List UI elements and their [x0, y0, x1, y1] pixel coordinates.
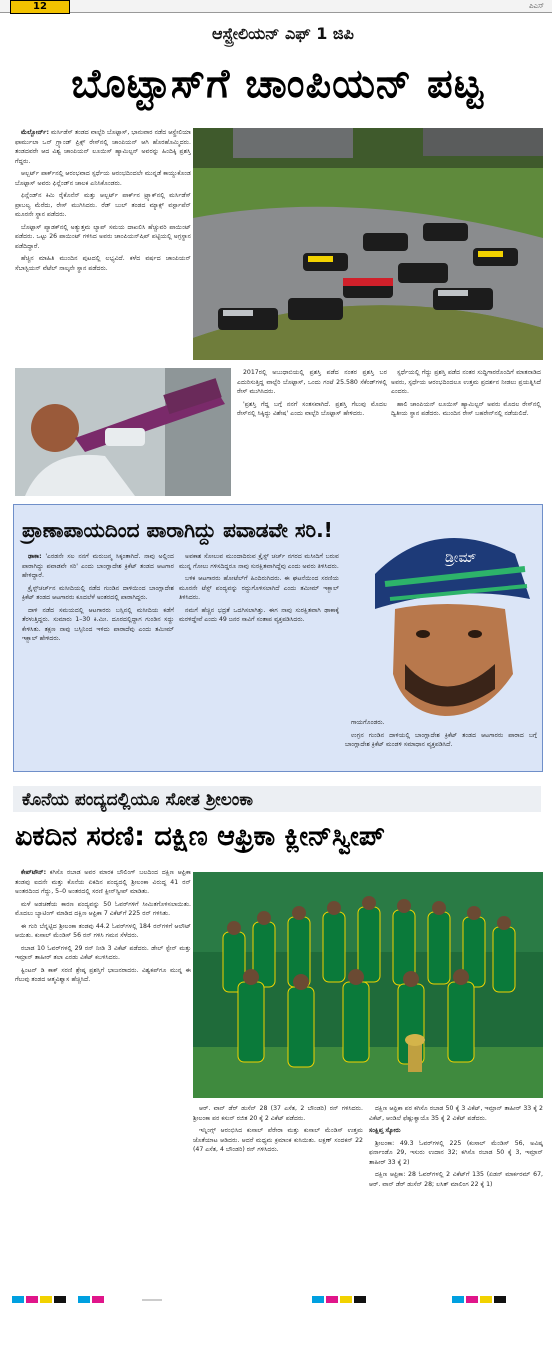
rohit-headline: ಪ್ರಾಣಾಪಾಯದಿಂದ ಪಾರಾಗಿದ್ದು ಪವಾಡವೇ ಸರಿ.! — [22, 518, 333, 542]
odi-score-line: ಶ್ರೀಲಂಕಾ: 49.3 ಓವರ್‌ಗಳಲ್ಲಿ 225 (ಕುಸಾಲ್ ಮೆಂಡಿಸ್ 56, ಅವಿಷ್ಕ ಫರ್ನಾಂಡೊ 29, ಇಸುರು ಉದಾನ 32; ಕಗಿಸೊ ರಬಾಡ 50 ಕ್ಕೆ 3, ಇಮ್ರಾನ್ ತಾಹೀರ್ 33 ಕ್ಕೆ 2) — [369, 1139, 543, 1166]
f1-lower-column-1: 2017ರಲ್ಲಿ ಅಬುಧಾಬಿಯಲ್ಲಿ ಪ್ರಶಸ್ತಿ ಪಡೆದ ನಂತರ ಪ್ರಶಸ್ತಿ ಬರ ಎದುರಿಸುತ್ತಿದ್ದ ವಾಲ್ಟೆರಿ ಬೊಟ್ಟಾಸ್, ಒಂದು ಗಂಟೆ 25.580 ಸೆಕೆಂಡ್‌ಗಳಲ್ಲಿ ರೇಸ್ ಮುಗಿಸಿದರು. 'ಪ್ರಶಸ್ತಿ ಗೆದ್ದ ಬಗ್ಗೆ ನನಗೆ ಸಂತಸವಾಗಿದೆ. ಪ್ರಶಸ್ತಿ ಗೆಲುವು ಮೊದಲ ರೇಸ್‌ನಲ್ಲಿ ಸಿಕ್ಕಿದ್ದು ವಿಶೇಷ' ಎಂದು ವಾಲ್ಟೆರಿ ಬೊಟ್ಟಾಸ್ ಹೇಳಿದರು. — [237, 369, 387, 417]
odi-dateline: ಕೇಪ್‌ಟೌನ್: — [21, 869, 47, 876]
svg-text:ಡ್ರೀಮ್: ಡ್ರೀಮ್ — [445, 550, 477, 566]
rohit-column-1: ಢಾಕಾ: 'ಎರಡನೇ ಸಲ ನನಗೆ ಮರುಜನ್ಮ ಸಿಕ್ಕಂತಾಗಿದೆ. ನಾವು ಅಲ್ಲಿಂದ ಪಾರಾಗಿದ್ದು ಪವಾಡವೇ ಸರಿ' ಎಂದು ಬಾಂಗ್ಲಾದೇಶ ಕ್ರಿಕೆಟ್ ತಂಡದ ಆಟಗಾರ ಹೇಳಿದ್ದಾರೆ. ಕ್ರೈಸ್ಟ್‌ಚರ್ಚ್‌ನ ಮಸೀದಿಯಲ್ಲಿ ನಡೆದ ಗುಂಡಿನ ದಾಳಿಯಿಂದ ಬಾಂಗ್ಲಾದೇಶ ಕ್ರಿಕೆಟ್ ತಂಡದ ಆಟಗಾರರು ಕೂದಲೆಳೆ ಅಂತರದಲ್ಲಿ ಪಾರಾಗಿದ್ದರು. ದಾಳಿ ನಡೆದ ಸಮಯದಲ್ಲಿ ಆಟಗಾರರು ಬಸ್ಸಿನಲ್ಲಿ ಮಸೀದಿಯ ಕಡೆಗೆ ತೆರಳುತ್ತಿದ್ದರು. ಸುಮಾರು 1–30 ಕಿ.ಮೀ. ದೂರದಲ್ಲಿದ್ದಾಗ ಗುಂಡಿನ ಸದ್ದು ಕೇಳಿಸಿತು. ತಕ್ಷಣ ನಾವು ಬಸ್ಸಿನಿಂದ ಇಳಿದು ಪಾರಾದೆವು ಎಂದು ತಮೀಮ್ ಇಕ್ಬಾಲ್ ಹೇಳಿದರು. — [22, 553, 174, 642]
odi-left-column: ಕೇಪ್‌ಟೌನ್: ಕಗಿಸೊ ರಬಾಡ ಅವರ ಮಾರಕ ಬೌಲಿಂಗ್ ಬಲದಿಂದ ದಕ್ಷಿಣ ಆಫ್ರಿಕಾ ತಂಡವು ಐದನೇ ಮತ್ತು ಕೊನೆಯ ಏಕದಿನ ಪಂದ್ಯದಲ್ಲಿ ಶ್ರೀಲಂಕಾ ವಿರುದ್ಧ 41 ರನ್ ಅಂತರದಿಂದ ಗೆದ್ದು, 5–0 ಅಂತರದಲ್ಲಿ ಸರಣಿ ಕ್ಲೀನ್‌ಸ್ವೀಪ್ ಮಾಡಿತು. ಮಳೆ ಅಡಚಣೆಯ ಕಾರಣ ಪಂದ್ಯವನ್ನು 50 ಓವರ್‌ಗಳಿಗೆ ಸೀಮಿತಗೊಳಿಸಲಾಯಿತು. ಮೊದಲು ಬ್ಯಾಟಿಂಗ್ ಮಾಡಿದ ದಕ್ಷಿಣ ಆಫ್ರಿಕಾ 7 ವಿಕೆಟ್‌ಗೆ 225 ರನ್ ಗಳಿಸಿತು. ಈ ಗುರಿ ಬೆನ್ನಟ್ಟಿದ ಶ್ರೀಲಂಕಾ ತಂಡವು 44.2 ಓವರ್‌ಗಳಲ್ಲಿ 184 ರನ್‌ಗಳಿಗೆ ಆಲೌಟ್ ಆಯಿತು. ಕುಸಾಲ್ ಮೆಂಡಿಸ್ 56 ರನ್ ಗಳಿಸಿ ಗಮನ ಸೆಳೆದರು. ರಬಾಡ 10 ಓವರ್‌ಗಳಲ್ಲಿ 29 ರನ್ ನೀಡಿ 3 ವಿಕೆಟ್ ಪಡೆದರು. ಡೇಲ್ ಸ್ಟೇನ್ ಮತ್ತು ಇಮ್ರಾನ್ ತಾಹೀರ್ ತಲಾ ಎರಡು ವಿಕೆಟ್ ಕಬಳಿಸಿದರು. ಕ್ವಿಂಟನ್ ಡಿ ಕಾಕ್ ಸರಣಿ ಶ್ರೇಷ್ಠ ಪ್ರಶಸ್ತಿಗೆ ಭಾಜನರಾದರು. ವಿಶ್ವಕಪ್‌ಗೂ ಮುನ್ನ ಈ ಗೆಲುವು ತಂಡದ ಆತ್ಮವಿಶ್ವಾಸ ಹೆಚ್ಚಿಸಿದೆ. — [15, 869, 191, 983]
rohit-dateline: ಢಾಕಾ: — [28, 553, 42, 560]
odi-kicker: ಕೊನೆಯ ಪಂದ್ಯದಲ್ಲಿಯೂ ಸೋತ ಶ್ರೀಲಂಕಾ — [22, 790, 253, 810]
print-color-strip — [12, 1290, 540, 1300]
odi-headline: ಏಕದಿನ ಸರಣಿ: ದಕ್ಷಿಣ ಆಫ್ರಿಕಾ ಕ್ಲೀನ್‌ಸ್ವೀಪ್ — [15, 821, 385, 852]
odi-bottom-column-2: ದಕ್ಷಿಣ ಆಫ್ರಿಕಾ ಪರ ಕಗಿಸೊ ರಬಾಡ 50 ಕ್ಕೆ 3 ವಿಕೆಟ್, ಇಮ್ರಾನ್ ತಾಹೀರ್ 33 ಕ್ಕೆ 2 ವಿಕೆಟ್, ಆಂಡಿಲೆ ಫೆಹ್ಲುಕ್ವಾಯೊ 35 ಕ್ಕೆ 2 ವಿಕೆಟ್ ಪಡೆದರು. ಸಂಕ್ಷಿಪ್ತ ಸ್ಕೋರು ಶ್ರೀಲಂಕಾ: 49.3 ಓವರ್‌ಗಳಲ್ಲಿ 225 (ಕುಸಾಲ್ ಮೆಂಡಿಸ್ 56, ಅವಿಷ್ಕ ಫರ್ನಾಂಡೊ 29, ಇಸುರು ಉದಾನ 32; ಕಗಿಸೊ ರಬಾಡ 50 ಕ್ಕೆ 3, ಇಮ್ರಾನ್ ತಾಹೀರ್ 33 ಕ್ಕೆ 2) ದಕ್ಷಿಣ ಆಫ್ರಿಕಾ: 28 ಓವರ್‌ಗಳಲ್ಲಿ 2 ವಿಕೆಟ್‌ಗೆ 135 (ಏಡನ್ ಮಾರ್ಕರಮ್ 67, ಆರ್. ವಾನ್ ಡೆರ್ ಡುಸೆನ್ 28; ಲಸಿತ್ ಮಾಲಿಂಗ 22 ಕ್ಕೆ 1) — [369, 1105, 543, 1188]
f1-left-column: ಮೆಲ್ಬೋರ್ನ್: ಮರ್ಸಿಡೆಸ್ ತಂಡದ ವಾಲ್ಟೆರಿ ಬೊಟ್ಟಾಸ್, ಭಾನುವಾರ ನಡೆದ ಆಸ್ಟ್ರೇಲಿಯಾ ಫಾರ್ಮುಲಾ ಒನ್ ಗ್ರ್ಯಾಂಡ್ ಪ್ರಿಕ್ಸ್ ರೇಸ್‌ನಲ್ಲಿ ಚಾಂಪಿಯನ್ ಆಗಿ ಹೊರಹೊಮ್ಮಿದರು. ತಂಡದವರೇ ಆದ ವಿಶ್ವ ಚಾಂಪಿಯನ್ ಲೂಯಿಸ್ ಹ್ಯಾಮಿಲ್ಟನ್ ಅವರನ್ನು ಹಿಂದಿಕ್ಕಿ ಪ್ರಶಸ್ತಿ ಗೆದ್ದರು. ಆಲ್ಬರ್ಟ್ ಪಾರ್ಕ್‌ನಲ್ಲಿ ಆರಂಭವಾದ ಸ್ಪರ್ಧೆಯ ಆರಂಭದಿಂದಲೇ ಮುನ್ನಡೆ ಕಾಯ್ದುಕೊಂಡ ಬೊಟ್ಟಾಸ್ ಅವರು ಫಿನ್ಲೆಂಡ್‌ನ ಚಾಲಕ ಎನಿಸಿಕೊಂಡರು. ಫಿನ್ಲೆಂಡ್‌ನ ಕಿಮಿ ರೈಕೊನೆನ್ ಮತ್ತು ಆಲ್ಬರ್ಟ್ ಪಾರ್ಕ್‌ನ ಟ್ರ್ಯಾಕ್‌ನಲ್ಲಿ ಮರ್ಸಿಡೆಸ್ ಪ್ರಾಬಲ್ಯ ಮೆರೆದು, ರೇಸ್ ಮುಗಿಸಿದರು. ರೆಡ್ ಬುಲ್ ತಂಡದ ಮ್ಯಾಕ್ಸ್ ವರ್ಸ್ಟಾಪೆನ್ ಮೂರನೇ ಸ್ಥಾನ ಪಡೆದರು. ಬೊಟ್ಟಾಸ್ ಪ್ಯಾಡಕ್‌ನಲ್ಲಿ ಅತ್ಯುತ್ತಮ ಲ್ಯಾಪ್ ಸಮಯ ದಾಖಲಿಸಿ ಹೆಚ್ಚುವರಿ ಪಾಯಿಂಟ್ ಪಡೆದರು. ಒಟ್ಟು 26 ಪಾಯಿಂಟ್ ಗಳಿಸಿದ ಅವರು ಚಾಂಪಿಯನ್‌ಷಿಪ್ ಪಟ್ಟಿಯಲ್ಲಿ ಅಗ್ರಸ್ಥಾನ ಪಡೆದಿದ್ದಾರೆ. ಹೆಚ್ಚಿನ ಮಾಹಿತಿ ಮುಂದಿನ ಪುಟದಲ್ಲಿ ಲಭ್ಯವಿದೆ. ಕಳೆದ ವರ್ಷದ ಚಾಂಪಿಯನ್ ಸೆಬಾಸ್ಟಿಯನ್ ವೆಟೆಲ್ ನಾಲ್ಕನೇ ಸ್ಥಾನ ಪಡೆದರು. — [15, 129, 191, 272]
odi-score-line: ದಕ್ಷಿಣ ಆಫ್ರಿಕಾ: 28 ಓವರ್‌ಗಳಲ್ಲಿ 2 ವಿಕೆಟ್‌ಗೆ 135 (ಏಡನ್ ಮಾರ್ಕರಮ್ 67, ಆರ್. ವಾನ್ ಡೆರ್ ಡುಸೆನ್ 28; ಲಸಿತ್ ಮಾಲಿಂಗ 22 ಕ್ಕೆ 1) — [369, 1171, 543, 1188]
f1-headline: ಬೊಟ್ಟಾಸ್‌ಗೆ ಚಾಂಪಿಯನ್ ಪಟ್ಟ — [71, 61, 484, 107]
f1-kicker: ಆಸ್ಟ್ರೇಲಿಯನ್ ಎಫ್ 1 ಜಿಪಿ — [212, 24, 354, 43]
odi-score-title: ಸಂಕ್ಷಿಪ್ತ ಸ್ಕೋರು — [369, 1127, 401, 1134]
top-bar — [0, 0, 552, 13]
odi-team-photo — [193, 872, 543, 1098]
rohit-column-2: ಅವಕಾಶ ಸೋಲುವ ಮುಂದಾದಿರುವ ಕ್ರೈಸ್ಟ್ ಚರ್ಚ್ ನಗರದ ಮಸೀದಿಗೆ ಬರುವ ಮುನ್ನ ಗೋಲು ಗಳಿಸದಿದ್ದರೂ ನಾವು ಸುರಕ್ಷಿತವಾಗಿದ್ದೆವು ಎಂದು ಅವರು ತಿಳಿಸಿದರು. ಬಳಿಕ ಆಟಗಾರರು ಹೋಟೆಲ್‌ಗೆ ಹಿಂದಿರುಗಿದರು. ಈ ಘಟನೆಯಿಂದ ಸರಣಿಯ ಮೂರನೇ ಟೆಸ್ಟ್ ಪಂದ್ಯವನ್ನು ರದ್ದುಗೊಳಿಸಲಾಗಿದೆ ಎಂದು ತಮೀಮ್ ಇಕ್ಬಾಲ್ ತಿಳಿಸಿದರು. ನಮಗೆ ಹೆಚ್ಚಿನ ಭದ್ರತೆ ಒದಗಿಸಲಾಗಿತ್ತು. ಈಗ ನಾವು ಸುರಕ್ಷಿತವಾಗಿ ಢಾಕಾಕ್ಕೆ ಮರಳಿದ್ದೇವೆ ಎಂದು 49 ಜನರ ಸಾವಿಗೆ ಸಂತಾಪ ವ್ಯಕ್ತಪಡಿಸಿದರು. — [179, 553, 339, 623]
odi-bottom-column-1: ಆರ್. ವಾನ್ ಡೆರ್ ಡುಸೆನ್ 28 (37 ಎಸೆತ, 2 ಬೌಂಡರಿ) ರನ್ ಗಳಿಸಿದರು. ಶ್ರೀಲಂಕಾ ಪರ ಕಸುನ್ ರಜಿತ 20 ಕ್ಕೆ 2 ವಿಕೆಟ್ ಪಡೆದರು. ಇನ್ನಿಂಗ್ಸ್ ಆರಂಭಿಸಿದ ಕುಸಾಲ್ ಪೆರೇರಾ ಮತ್ತು ಕುಸಾಲ್ ಮೆಂಡಿಸ್ ಉತ್ತಮ ಜೊತೆಯಾಟ ಆಡಿದರು. ಆದರೆ ಮಧ್ಯಮ ಕ್ರಮಾಂಕ ಕುಸಿಯಿತು. ಲಕ್ಷಣ್ ಸಂದಕನ್ 22 (47 ಎಸೆತ, 4 ಬೌಂಡರಿ) ರನ್ ಗಳಿಸಿದರು. — [193, 1105, 363, 1153]
f1-champagne-photo — [15, 368, 231, 496]
rohit-player-photo — [345, 514, 537, 716]
top-right-label: ಪಿಎಸ್ — [529, 2, 544, 10]
rohit-column-3: ಗಾಯಗೊಂಡರು. ಉಗ್ರನ ಗುಂಡಿನ ದಾಳಿಯಲ್ಲಿ ಬಾಂಗ್ಲಾದೇಶ ಕ್ರಿಕೆಟ್ ತಂಡದ ಆಟಗಾರರು ಪಾರಾದ ಬಗ್ಗೆ ಬಾಂಗ್ಲಾದೇಶ ಕ್ರಿಕೆಟ್ ಮಂಡಳಿ ಸಮಾಧಾನ ವ್ಯಕ್ತಪಡಿಸಿದೆ. — [345, 719, 537, 748]
f1-dateline: ಮೆಲ್ಬೋರ್ನ್: — [21, 129, 49, 136]
f1-race-photo — [193, 128, 543, 360]
page-number-badge: 12 — [10, 0, 70, 14]
f1-lower-column-2: ಸ್ಪರ್ಧೆಯಲ್ಲಿ ಗೆದ್ದು ಪ್ರಶಸ್ತಿ ಪಡೆದ ನಂತರ ಸುದ್ದಿಗಾರರೊಂದಿಗೆ ಮಾತನಾಡಿದ ಅವರು, ಸ್ಪರ್ಧೆಯ ಆರಂಭದಿಂದಲೂ ಉತ್ತಮ ಪ್ರದರ್ಶನ ನೀಡಲು ಪ್ರಯತ್ನಿಸಿದೆ ಎಂದರು. ಹಾಲಿ ಚಾಂಪಿಯನ್ ಲೂಯಿಸ್ ಹ್ಯಾಮಿಲ್ಟನ್ ಅವರು ಮೊದಲ ರೇಸ್‌ನಲ್ಲಿ ದ್ವಿತೀಯ ಸ್ಥಾನ ಪಡೆದರು. ಮುಂದಿನ ರೇಸ್ ಬಹರೇನ್‌ನಲ್ಲಿ ನಡೆಯಲಿದೆ. — [391, 369, 541, 417]
